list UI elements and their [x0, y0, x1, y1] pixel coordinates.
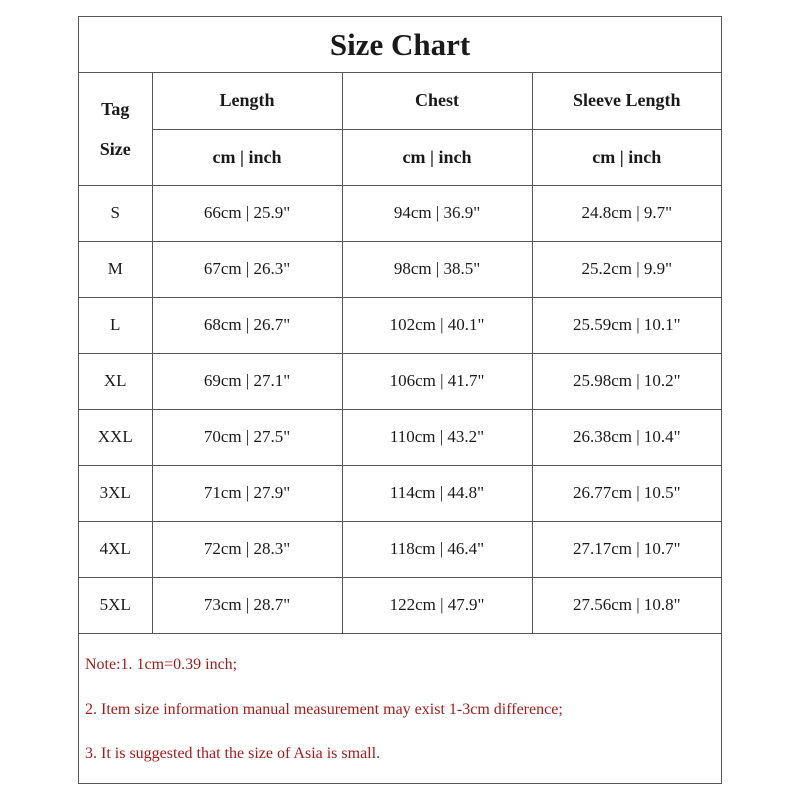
table-row: [79, 521, 721, 577]
tag-size-line2: Size: [99, 138, 131, 159]
table-row: [79, 409, 721, 465]
size-cell: 5XL: [79, 577, 152, 633]
length-cell: 68cm | 26.7": [152, 297, 342, 353]
length-cell: 67cm | 26.3": [152, 241, 342, 297]
table-row: [79, 577, 721, 633]
column-header-chest: Chest: [342, 73, 532, 129]
units-row: [79, 129, 721, 185]
chest-cell: 122cm | 47.9": [342, 577, 532, 633]
column-header-sleeve-length: Sleeve Length: [532, 73, 721, 129]
notes-section: [79, 633, 721, 783]
table-row: [79, 241, 721, 297]
header-row: [79, 73, 721, 129]
length-cell: 73cm | 28.7": [152, 577, 342, 633]
chest-cell: 118cm | 46.4": [342, 521, 532, 577]
chest-cell: 110cm | 43.2": [342, 409, 532, 465]
length-cell: 66cm | 25.9": [152, 185, 342, 241]
size-cell: S: [79, 185, 152, 241]
table-row: [79, 185, 721, 241]
table-row: [79, 465, 721, 521]
tag-size-line1: Tag: [101, 98, 130, 119]
sleeve-length-cell: 24.8cm | 9.7": [532, 185, 721, 241]
sleeve-length-cell: 25.59cm | 10.1": [532, 297, 721, 353]
size-cell: L: [79, 297, 152, 353]
chest-cell: 102cm | 40.1": [342, 297, 532, 353]
sleeve-length-cell: 25.2cm | 9.9": [532, 241, 721, 297]
size-table: [79, 73, 721, 634]
column-header-length: Length: [152, 73, 342, 129]
unit-header-chest: cm | inch: [342, 129, 532, 185]
length-cell: 69cm | 27.1": [152, 353, 342, 409]
sleeve-length-cell: 25.98cm | 10.2": [532, 353, 721, 409]
sleeve-length-cell: 26.77cm | 10.5": [532, 465, 721, 521]
unit-header-sleeve-length: cm | inch: [532, 129, 721, 185]
length-cell: 70cm | 27.5": [152, 409, 342, 465]
chest-cell: 106cm | 41.7": [342, 353, 532, 409]
sleeve-length-cell: 26.38cm | 10.4": [532, 409, 721, 465]
sleeve-length-cell: 27.17cm | 10.7": [532, 521, 721, 577]
length-cell: 71cm | 27.9": [152, 465, 342, 521]
note-2: 2. Item size information manual measurement may exist 1-3cm difference;: [85, 701, 563, 718]
chart-title: Size Chart: [79, 17, 721, 73]
chest-cell: 114cm | 44.8": [342, 465, 532, 521]
note-3: 3. It is suggested that the size of Asia is small.: [85, 745, 381, 762]
note-1: Note:1. 1cm=0.39 inch;: [85, 656, 238, 673]
size-cell: 4XL: [79, 521, 152, 577]
sleeve-length-cell: 27.56cm | 10.8": [532, 577, 721, 633]
chest-cell: 98cm | 38.5": [342, 241, 532, 297]
tag-size-header: [79, 73, 152, 185]
length-cell: 72cm | 28.3": [152, 521, 342, 577]
chest-cell: 94cm | 36.9": [342, 185, 532, 241]
table-row: [79, 297, 721, 353]
size-cell: M: [79, 241, 152, 297]
size-cell: 3XL: [79, 465, 152, 521]
unit-header-length: cm | inch: [152, 129, 342, 185]
size-chart: [78, 16, 722, 784]
size-cell: XXL: [79, 409, 152, 465]
table-row: [79, 353, 721, 409]
size-cell: XL: [79, 353, 152, 409]
